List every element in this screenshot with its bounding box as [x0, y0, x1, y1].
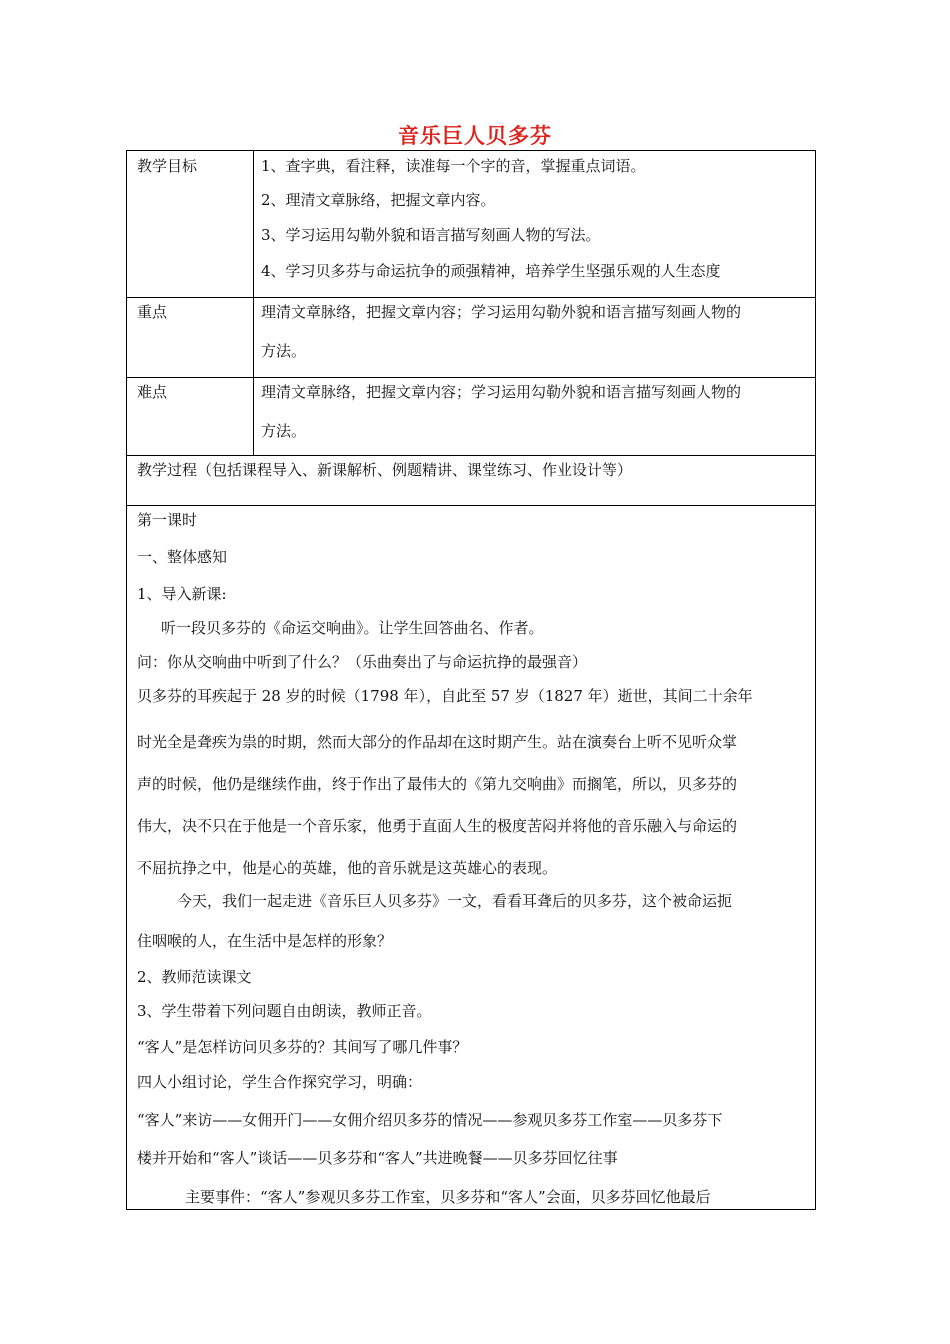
objectives-label: 教学目标 [137, 157, 198, 175]
lesson-line: 伟大，决不只在于他是一个音乐家，他勇于直面人生的极度苦闷并将他的音乐融入与命运的 [137, 817, 738, 835]
lesson-line: 主要事件：“客人”参观贝多芬工作室，贝多芬和“客人”会面，贝多芬回忆他最后 [185, 1188, 711, 1206]
lesson-line: 声的时候，他仍是继续作曲，终于作出了最伟大的《第九交响曲》而搁笔，所以，贝多芬的 [137, 775, 738, 793]
lesson-line: 四人小组讨论，学生合作探究学习，明确： [137, 1073, 423, 1091]
column-divider [253, 151, 254, 297]
document-title: 音乐巨人贝多芬 [398, 124, 552, 148]
objective-item-4: 4、学习贝多芬与命运抗争的顽强精神，培养学生坚强乐观的人生态度 [261, 262, 721, 280]
lesson-line: 时光全是聋疾为祟的时期，然而大部分的作品却在这时期产生。站在演奏台上听不见听众掌 [137, 733, 738, 751]
objective-item-2: 2、理清文章脉络，把握文章内容。 [261, 191, 496, 209]
difficulty-label: 难点 [137, 383, 168, 401]
lesson-line: 贝多芬的耳疾起于 28 岁的时候（1798 年），自此至 57 岁（1827 年）逝世，其间二十余年 [137, 687, 753, 705]
difficulty-line-1: 理清文章脉络，把握文章内容；学习运用勾勒外貌和语言描写刻画人物的 [261, 383, 742, 401]
lesson-line: 听一段贝多芬的《命运交响曲》。让学生回答曲名、作者。 [161, 619, 544, 637]
lesson-line: “客人”来访——女佣开门——女佣介绍贝多芬的情况——参观贝多芬工作室——贝多芬下 [137, 1111, 723, 1129]
key-point-row [127, 297, 815, 377]
lesson-line: 1、导入新课: [137, 585, 227, 603]
lesson-line: 楼并开始和“客人”谈话——贝多芬和“客人”共进晚餐——贝多芬回忆往事 [137, 1149, 618, 1167]
process-row [127, 455, 815, 505]
column-divider [253, 378, 254, 455]
lesson-line: 2、教师范读课文 [137, 968, 252, 986]
process-label: 教学过程（包括课程导入、新课解析、例题精讲、课堂练习、作业设计等） [137, 461, 633, 479]
objective-item-3: 3、学习运用勾勒外貌和语言描写刻画人物的写法。 [261, 226, 601, 244]
lesson-plan-table [126, 150, 816, 1210]
key-point-line-2: 方法。 [261, 342, 307, 360]
column-divider [253, 298, 254, 377]
lesson-line: 今天，我们一起走进《音乐巨人贝多芬》一文，看看耳聋后的贝多芬，这个被命运扼 [177, 892, 733, 910]
key-point-label: 重点 [137, 303, 168, 321]
lesson-line: 不屈抗挣之中，他是心的英雄，他的音乐就是这英雄心的表现。 [137, 859, 558, 877]
lesson-line: 住咽喉的人，在生活中是怎样的形象？ [137, 932, 393, 950]
lesson-line: 问：你从交响曲中听到了什么？（乐曲奏出了与命运抗挣的最强音） [137, 653, 588, 671]
lesson-line: “客人”是怎样访问贝多芬的？其间写了哪几件事？ [137, 1038, 468, 1056]
lesson-line: 第一课时 [137, 511, 198, 529]
lesson-line: 一、整体感知 [137, 548, 228, 566]
difficulty-row [127, 377, 815, 455]
lesson-body-row [127, 505, 815, 1211]
lesson-line: 3、学生带着下列问题自由朗读，教师正音。 [137, 1002, 432, 1020]
key-point-line-1: 理清文章脉络，把握文章内容；学习运用勾勒外貌和语言描写刻画人物的 [261, 303, 742, 321]
objectives-row [127, 151, 815, 297]
objective-item-1: 1、查字典，看注释，读准每一个字的音，掌握重点词语。 [261, 157, 646, 175]
difficulty-line-2: 方法。 [261, 422, 307, 440]
